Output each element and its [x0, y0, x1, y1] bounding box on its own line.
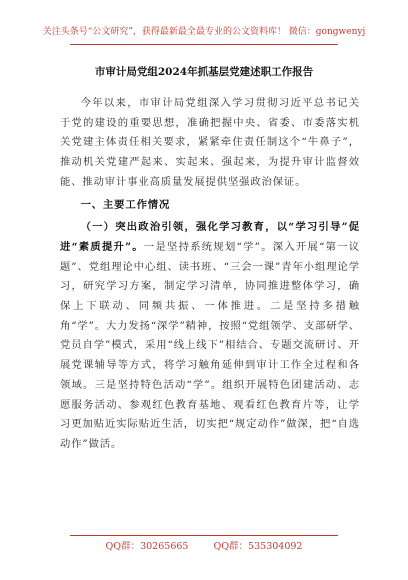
- footer-qq-group-1: QQ群：30265665: [105, 541, 189, 552]
- section-heading: 一、主要工作情况: [80, 198, 171, 211]
- header-banner: 关注头条号“公文研究”，获得最新最全最专业的公文资料库！ 微信：gongwenyj: [42, 27, 366, 37]
- footer-qq-group-2: QQ群：535304092: [213, 541, 303, 552]
- subsection-body: 一是坚持系统规划“学”。深入开展“第一议题”、党组理论中心组、读书班、“三会一课”青年小组理论学习，研究学习方案，制定学习清单，协同推进整体学习，确保上下联动、同频共振、一体推进。二是坚持多措触角“学”。大力发扬“深学”精神，按照“党组领学、支部研学、党员自学”模式，采用“线上线下”相结合、专题交流研讨、开展党课辅导等方式，将学习触角延伸到审计工作全过程和各领域。三是坚持特色活动“学”。组织开展特色团建活动、志愿服务活动、参观红色教育基地、观看红色教育片等，让学习更加贴近实际贴近生活，切实把“规定动作”做深，把“自选动作”做活。: [60, 240, 360, 450]
- intro-paragraph: 今年以来，市审计局党组深入学习贯彻习近平总书记关于党的建设的重要思想，准确把握中央、省委、市委落实机关党建主体责任相关要求，紧紧牵住责任制这个“牛鼻子”，推动机关党建严起来、实起来、强起来，为提升审计监督效能、推动审计事业高质量发展提供坚强政治保证。: [60, 97, 360, 188]
- footer-divider: [70, 535, 338, 536]
- subsection-heading: （一）突出政治引领，强化学习教育，以“学习引导”促进“素质提升”。: [60, 221, 360, 253]
- footer: [0, 540, 408, 554]
- document-title: 市审计局党组2024年抓基层党建述职工作报告: [94, 66, 314, 78]
- header-divider: [70, 44, 338, 45]
- subsection-paragraph: [60, 218, 360, 454]
- document-body: [60, 94, 360, 455]
